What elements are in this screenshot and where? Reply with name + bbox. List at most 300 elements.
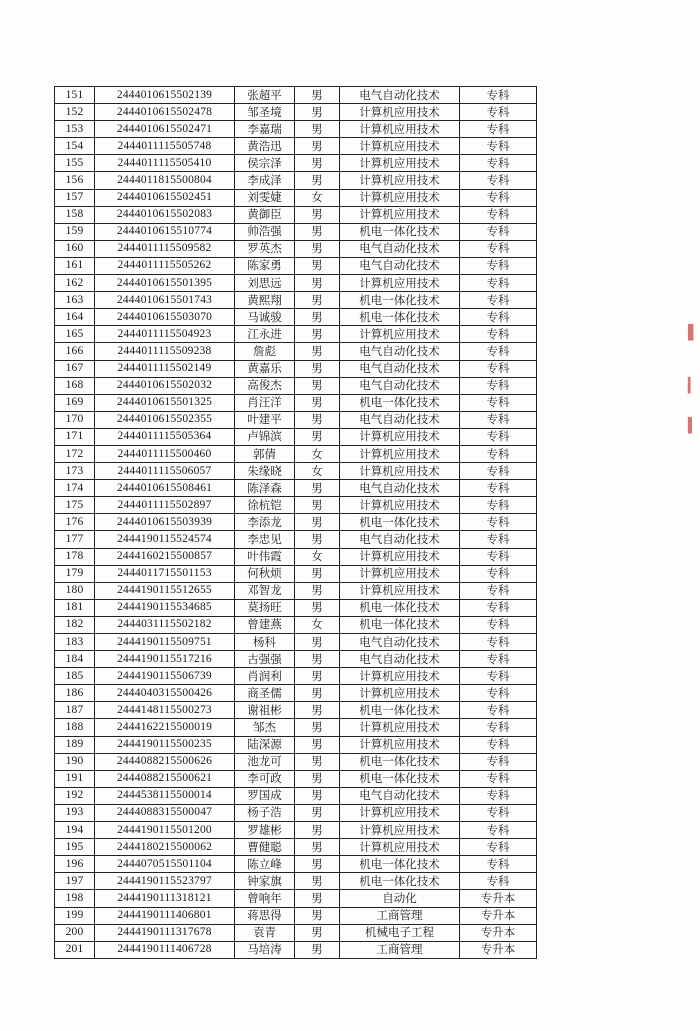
major-cell: 电气自动化技术 [340,787,460,804]
exam-id-cell: 2444190111406801 [95,907,235,924]
table-row [55,104,537,121]
gender-cell: 男 [295,890,340,907]
row-number-cell: 177 [55,531,95,548]
table-row [55,822,537,839]
exam-id-cell: 2444148115500273 [95,702,235,719]
major-cell: 电气自动化技术 [340,531,460,548]
student-name-cell: 杨子浩 [235,804,295,821]
exam-id-cell: 2444190115506739 [95,668,235,685]
education-level-cell: 专科 [460,616,537,633]
education-level-cell: 专科 [460,360,537,377]
table-row [55,616,537,633]
table-row [55,326,537,343]
gender-cell: 男 [295,770,340,787]
exam-id-cell: 2444190111318121 [95,890,235,907]
gender-cell: 男 [295,326,340,343]
major-cell: 计算机应用技术 [340,275,460,292]
row-number-cell: 159 [55,223,95,240]
student-name-cell: 肖润利 [235,668,295,685]
major-cell: 计算机应用技术 [340,565,460,582]
education-level-cell: 专科 [460,634,537,651]
student-name-cell: 曾建燕 [235,616,295,633]
education-level-cell: 专科 [460,292,537,309]
major-cell: 机电一体化技术 [340,753,460,770]
major-cell: 电气自动化技术 [340,651,460,668]
row-number-cell: 170 [55,411,95,428]
major-cell: 计算机应用技术 [340,497,460,514]
student-name-cell: 邹杰 [235,719,295,736]
education-level-cell: 专科 [460,155,537,172]
row-number-cell: 162 [55,275,95,292]
education-level-cell: 专科 [460,189,537,206]
exam-id-cell: 2444011115506057 [95,463,235,480]
major-cell: 电气自动化技术 [340,634,460,651]
student-name-cell: 高俊杰 [235,377,295,394]
exam-id-cell: 2444010615503070 [95,309,235,326]
student-name-cell: 郭倩 [235,445,295,462]
table-row [55,736,537,753]
student-name-cell: 李添龙 [235,514,295,531]
student-name-cell: 商圣儒 [235,685,295,702]
student-name-cell: 古强强 [235,651,295,668]
education-level-cell: 专科 [460,822,537,839]
table-row [55,873,537,890]
gender-cell: 男 [295,309,340,326]
gender-cell: 男 [295,822,340,839]
table-row [55,890,537,907]
table-row [55,172,537,189]
table-row [55,599,537,616]
student-name-cell: 谢祖彬 [235,702,295,719]
exam-id-cell: 2444190111406728 [95,941,235,958]
major-cell: 机电一体化技术 [340,292,460,309]
table-row [55,138,537,155]
education-level-cell: 专科 [460,565,537,582]
exam-id-cell: 2444190115509751 [95,634,235,651]
student-name-cell: 黄嘉乐 [235,360,295,377]
major-cell: 计算机应用技术 [340,736,460,753]
education-level-cell: 专科 [460,343,537,360]
gender-cell: 男 [295,753,340,770]
major-cell: 工商管理 [340,941,460,958]
education-level-cell: 专科 [460,257,537,274]
table-row [55,223,537,240]
student-name-cell: 刘思远 [235,275,295,292]
exam-id-cell: 2444011715501153 [95,565,235,582]
gender-cell: 女 [295,463,340,480]
education-level-cell: 专升本 [460,890,537,907]
table-row [55,804,537,821]
exam-id-cell: 2444040315500426 [95,685,235,702]
gender-cell: 女 [295,189,340,206]
row-number-cell: 191 [55,770,95,787]
row-number-cell: 193 [55,804,95,821]
exam-id-cell: 2444190115512655 [95,582,235,599]
major-cell: 电气自动化技术 [340,360,460,377]
row-number-cell: 198 [55,890,95,907]
exam-id-cell: 2444011115505410 [95,155,235,172]
table-row [55,634,537,651]
row-number-cell: 165 [55,326,95,343]
major-cell: 计算机应用技术 [340,138,460,155]
major-cell: 计算机应用技术 [340,582,460,599]
major-cell: 计算机应用技术 [340,428,460,445]
major-cell: 计算机应用技术 [340,121,460,138]
major-cell: 电气自动化技术 [340,257,460,274]
student-name-cell: 帅浩强 [235,223,295,240]
gender-cell: 男 [295,428,340,445]
row-number-cell: 172 [55,445,95,462]
row-number-cell: 197 [55,873,95,890]
education-level-cell: 专科 [460,736,537,753]
row-number-cell: 181 [55,599,95,616]
education-level-cell: 专科 [460,394,537,411]
student-name-cell: 肖汪洋 [235,394,295,411]
row-number-cell: 157 [55,189,95,206]
student-name-cell: 罗雄彬 [235,822,295,839]
student-name-cell: 李可政 [235,770,295,787]
exam-id-cell: 2444190111317678 [95,924,235,941]
table-row [55,702,537,719]
student-name-cell: 马诚骏 [235,309,295,326]
table-row [55,445,537,462]
gender-cell: 男 [295,223,340,240]
table-row [55,941,537,958]
row-number-cell: 185 [55,668,95,685]
education-level-cell: 专科 [460,87,537,104]
education-level-cell: 专科 [460,121,537,138]
gender-cell: 男 [295,565,340,582]
gender-cell: 男 [295,377,340,394]
student-name-cell: 曹健聪 [235,839,295,856]
exam-id-cell: 2444011115505748 [95,138,235,155]
stamp-fragment: ▎ [688,378,699,394]
table-row [55,548,537,565]
education-level-cell: 专科 [460,240,537,257]
major-cell: 工商管理 [340,907,460,924]
gender-cell: 男 [295,514,340,531]
gender-cell: 男 [295,839,340,856]
student-name-cell: 陈立峰 [235,856,295,873]
education-level-cell: 专科 [460,873,537,890]
gender-cell: 男 [295,121,340,138]
gender-cell: 女 [295,616,340,633]
table-row [55,377,537,394]
table-row [55,206,537,223]
gender-cell: 男 [295,531,340,548]
table-row [55,292,537,309]
exam-id-cell: 2444010615502451 [95,189,235,206]
row-number-cell: 180 [55,582,95,599]
student-name-cell: 陈泽森 [235,480,295,497]
row-number-cell: 194 [55,822,95,839]
education-level-cell: 专科 [460,275,537,292]
student-name-cell: 邓智龙 [235,582,295,599]
row-number-cell: 187 [55,702,95,719]
row-number-cell: 160 [55,240,95,257]
education-level-cell: 专科 [460,685,537,702]
row-number-cell: 184 [55,651,95,668]
education-level-cell: 专科 [460,223,537,240]
row-number-cell: 166 [55,343,95,360]
roster-body [55,87,537,959]
gender-cell: 男 [295,275,340,292]
row-number-cell: 161 [55,257,95,274]
education-level-cell: 专科 [460,497,537,514]
stamp-fragment: ▌ [688,325,699,341]
student-name-cell: 张超平 [235,87,295,104]
gender-cell: 男 [295,668,340,685]
education-level-cell: 专科 [460,138,537,155]
major-cell: 机电一体化技术 [340,702,460,719]
education-level-cell: 专科 [460,702,537,719]
exam-id-cell: 2444011815500804 [95,172,235,189]
major-cell: 电气自动化技术 [340,480,460,497]
row-number-cell: 199 [55,907,95,924]
student-roster-table [54,86,537,959]
student-name-cell: 陈家勇 [235,257,295,274]
major-cell: 计算机应用技术 [340,445,460,462]
student-name-cell: 叶建平 [235,411,295,428]
major-cell: 机电一体化技术 [340,856,460,873]
exam-id-cell: 2444088215500626 [95,753,235,770]
exam-id-cell: 2444011115509238 [95,343,235,360]
exam-id-cell: 2444011115505262 [95,257,235,274]
row-number-cell: 156 [55,172,95,189]
table-row [55,463,537,480]
exam-id-cell: 2444190115534685 [95,599,235,616]
major-cell: 计算机应用技术 [340,804,460,821]
major-cell: 自动化 [340,890,460,907]
gender-cell: 男 [295,787,340,804]
major-cell: 机电一体化技术 [340,514,460,531]
row-number-cell: 158 [55,206,95,223]
student-name-cell: 黄浩迅 [235,138,295,155]
exam-id-cell: 2444088215500621 [95,770,235,787]
gender-cell: 男 [295,804,340,821]
exam-id-cell: 2444070515501104 [95,856,235,873]
gender-cell: 男 [295,104,340,121]
table-row [55,240,537,257]
education-level-cell: 专科 [460,377,537,394]
education-level-cell: 专科 [460,326,537,343]
exam-id-cell: 2444010615501743 [95,292,235,309]
major-cell: 电气自动化技术 [340,87,460,104]
gender-cell: 男 [295,360,340,377]
major-cell: 机电一体化技术 [340,394,460,411]
education-level-cell: 专科 [460,804,537,821]
exam-id-cell: 2444010615502083 [95,206,235,223]
gender-cell: 男 [295,924,340,941]
exam-id-cell: 2444162215500019 [95,719,235,736]
gender-cell: 男 [295,736,340,753]
table-row [55,343,537,360]
exam-id-cell: 2444010615508461 [95,480,235,497]
exam-id-cell: 2444010615502032 [95,377,235,394]
exam-id-cell: 2444010615502139 [95,87,235,104]
gender-cell: 男 [295,257,340,274]
student-name-cell: 刘雯婕 [235,189,295,206]
education-level-cell: 专科 [460,651,537,668]
major-cell: 计算机应用技术 [340,189,460,206]
major-cell: 机电一体化技术 [340,223,460,240]
exam-id-cell: 2444011115504923 [95,326,235,343]
major-cell: 机电一体化技术 [340,599,460,616]
gender-cell: 男 [295,240,340,257]
education-level-cell: 专科 [460,753,537,770]
major-cell: 计算机应用技术 [340,463,460,480]
table-row [55,394,537,411]
major-cell: 计算机应用技术 [340,822,460,839]
table-row [55,565,537,582]
row-number-cell: 182 [55,616,95,633]
student-name-cell: 江永进 [235,326,295,343]
student-name-cell: 李成泽 [235,172,295,189]
row-number-cell: 164 [55,309,95,326]
gender-cell: 男 [295,411,340,428]
row-number-cell: 179 [55,565,95,582]
table-row [55,87,537,104]
student-name-cell: 朱缘晓 [235,463,295,480]
student-name-cell: 马培涛 [235,941,295,958]
exam-id-cell: 2444190115524574 [95,531,235,548]
row-number-cell: 200 [55,924,95,941]
education-level-cell: 专升本 [460,941,537,958]
education-level-cell: 专科 [460,839,537,856]
row-number-cell: 196 [55,856,95,873]
table-row [55,685,537,702]
row-number-cell: 153 [55,121,95,138]
education-level-cell: 专科 [460,411,537,428]
education-level-cell: 专科 [460,206,537,223]
education-level-cell: 专科 [460,548,537,565]
table-row [55,531,537,548]
student-name-cell: 蒋思得 [235,907,295,924]
row-number-cell: 173 [55,463,95,480]
education-level-cell: 专科 [460,668,537,685]
row-number-cell: 176 [55,514,95,531]
student-name-cell: 卢锦滨 [235,428,295,445]
student-name-cell: 何秋烦 [235,565,295,582]
row-number-cell: 155 [55,155,95,172]
education-level-cell: 专科 [460,309,537,326]
gender-cell: 女 [295,445,340,462]
education-level-cell: 专科 [460,480,537,497]
table-row [55,257,537,274]
row-number-cell: 152 [55,104,95,121]
exam-id-cell: 2444010615501325 [95,394,235,411]
gender-cell: 男 [295,941,340,958]
major-cell: 计算机应用技术 [340,155,460,172]
table-row [55,753,537,770]
table-row [55,411,537,428]
major-cell: 机械电子工程 [340,924,460,941]
exam-id-cell: 2444088315500047 [95,804,235,821]
gender-cell: 男 [295,138,340,155]
exam-id-cell: 2444010615501395 [95,275,235,292]
exam-id-cell: 2444190115501200 [95,822,235,839]
row-number-cell: 189 [55,736,95,753]
student-name-cell: 钟家旗 [235,873,295,890]
major-cell: 计算机应用技术 [340,719,460,736]
gender-cell: 男 [295,651,340,668]
row-number-cell: 151 [55,87,95,104]
exam-id-cell: 2444160215500857 [95,548,235,565]
gender-cell: 男 [295,634,340,651]
education-level-cell: 专科 [460,582,537,599]
gender-cell: 男 [295,343,340,360]
gender-cell: 男 [295,856,340,873]
row-number-cell: 201 [55,941,95,958]
exam-id-cell: 2444190115517216 [95,651,235,668]
student-name-cell: 邹圣境 [235,104,295,121]
gender-cell: 女 [295,548,340,565]
education-level-cell: 专科 [460,719,537,736]
student-name-cell: 袁青 [235,924,295,941]
student-name-cell: 罗英杰 [235,240,295,257]
table-row [55,428,537,445]
education-level-cell: 专科 [460,531,537,548]
gender-cell: 男 [295,599,340,616]
student-name-cell: 李忠见 [235,531,295,548]
student-name-cell: 罗国成 [235,787,295,804]
row-number-cell: 163 [55,292,95,309]
student-name-cell: 黄御臣 [235,206,295,223]
table-row [55,497,537,514]
table-row [55,514,537,531]
major-cell: 计算机应用技术 [340,668,460,685]
exam-id-cell: 2444010615502355 [95,411,235,428]
exam-id-cell: 2444190115500235 [95,736,235,753]
education-level-cell: 专科 [460,428,537,445]
gender-cell: 男 [295,907,340,924]
major-cell: 计算机应用技术 [340,548,460,565]
gender-cell: 男 [295,87,340,104]
gender-cell: 男 [295,719,340,736]
education-level-cell: 专升本 [460,924,537,941]
row-number-cell: 175 [55,497,95,514]
exam-id-cell: 2444010615510774 [95,223,235,240]
row-number-cell: 183 [55,634,95,651]
major-cell: 电气自动化技术 [340,343,460,360]
student-name-cell: 杨科 [235,634,295,651]
exam-id-cell: 2444011115509582 [95,240,235,257]
education-level-cell: 专科 [460,104,537,121]
gender-cell: 男 [295,582,340,599]
education-level-cell: 专科 [460,463,537,480]
table-row [55,309,537,326]
student-name-cell: 黄熙翔 [235,292,295,309]
student-name-cell: 叶伟霞 [235,548,295,565]
major-cell: 计算机应用技术 [340,839,460,856]
education-level-cell: 专科 [460,445,537,462]
table-row [55,189,537,206]
row-number-cell: 186 [55,685,95,702]
table-row [55,668,537,685]
table-row [55,582,537,599]
major-cell: 电气自动化技术 [340,411,460,428]
table-row [55,480,537,497]
exam-id-cell: 2444010615502471 [95,121,235,138]
student-name-cell: 徐杭铠 [235,497,295,514]
student-name-cell: 莫扬旺 [235,599,295,616]
row-number-cell: 154 [55,138,95,155]
gender-cell: 男 [295,172,340,189]
exam-id-cell: 2444538115500014 [95,787,235,804]
student-name-cell: 侯宗泽 [235,155,295,172]
major-cell: 电气自动化技术 [340,377,460,394]
gender-cell: 男 [295,497,340,514]
